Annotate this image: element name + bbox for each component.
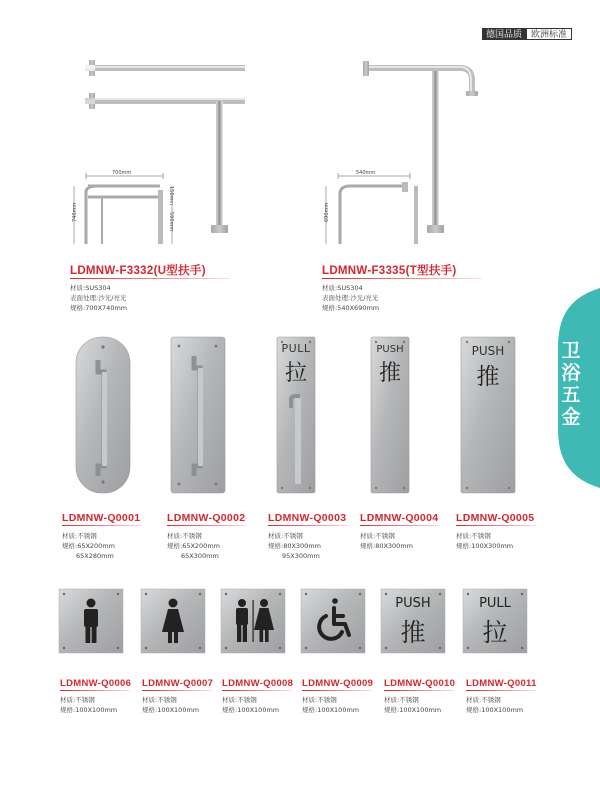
- spec-size: 规格:700X740mm: [70, 304, 128, 312]
- product-code-q0003: LDMNW-Q0003: [268, 512, 347, 524]
- spec-q0002: [167, 531, 220, 561]
- spec-material: 材质:不锈钢: [466, 696, 501, 704]
- spec-q0011: [466, 695, 523, 715]
- code-underline: [167, 525, 247, 526]
- u-dim-total: 740mm: [72, 202, 78, 222]
- spec-size: 规格:540X690mm: [322, 304, 380, 312]
- u-dim-h1: 150mm: [168, 186, 174, 206]
- t-dim-width: 540mm: [356, 170, 376, 176]
- code-underline: [142, 690, 212, 691]
- code-underline: [62, 525, 142, 526]
- product-code-q0005: LDMNW-Q0005: [456, 512, 535, 524]
- product-code-q0007: LDMNW-Q0007: [142, 678, 214, 689]
- spec-q0009: [302, 695, 359, 715]
- spec-size: 规格:80X300mm: [360, 542, 413, 550]
- spec-size: 规格:100X100mm: [142, 706, 200, 714]
- spec-material: 材质:不锈钢: [222, 696, 257, 704]
- plate-q0001-image: [75, 336, 131, 494]
- product-code-q0006: LDMNW-Q0006: [60, 678, 132, 689]
- spec-size: 规格:100X100mm: [466, 706, 524, 714]
- spec-material: 材质:不锈钢: [268, 532, 303, 540]
- code-underline: [456, 525, 536, 526]
- spec-q0010: [384, 695, 441, 715]
- spec-size: 规格:65X200mm: [167, 542, 220, 550]
- product-code-f3332: LDMNW-F3332(U型扶手): [70, 265, 206, 277]
- spec-q0008: [222, 695, 279, 715]
- spec-size-alt: 65X280mm: [76, 552, 114, 560]
- spec-size: 规格:80X300mm: [268, 542, 321, 550]
- spec-material: 材质:不锈钢: [167, 532, 202, 540]
- spec-f3335: [322, 283, 379, 313]
- spec-material: 材质:不锈钢: [384, 696, 419, 704]
- spec-finish: 表面处理:沙光/亮光: [322, 294, 379, 302]
- code-underline: [466, 690, 536, 691]
- spec-size: 规格:100X100mm: [222, 706, 280, 714]
- plate-q0004-cn: 推: [378, 361, 401, 386]
- sign-q0011-cn: 拉: [482, 618, 508, 647]
- spec-q0006: [60, 695, 117, 715]
- code-underline: [322, 278, 482, 279]
- spec-size: 规格:100X300mm: [456, 542, 514, 550]
- u-handrail-dimension-drawing: [68, 172, 183, 247]
- t-handrail-dimension-drawing: [320, 172, 430, 247]
- sign-q0008-image: [220, 588, 286, 654]
- code-underline: [268, 525, 348, 526]
- spec-q0001: [62, 531, 115, 561]
- sign-q0011-en: PULL: [479, 596, 511, 611]
- product-code-q0002: LDMNW-Q0002: [167, 512, 246, 524]
- spec-q0005: [456, 531, 513, 551]
- spec-material: 材质:不锈钢: [60, 696, 95, 704]
- plate-q0003-en: PULL: [281, 342, 311, 355]
- code-underline: [384, 690, 454, 691]
- sign-q0006-image: [58, 588, 124, 654]
- spec-q0007: [142, 695, 199, 715]
- product-code-q0010: LDMNW-Q0010: [384, 678, 456, 689]
- product-code-q0011: LDMNW-Q0011: [466, 678, 537, 689]
- badge-left: 德国品质: [482, 28, 526, 40]
- spec-size: 规格:100X100mm: [384, 706, 442, 714]
- spec-material: 材质:不锈钢: [142, 696, 177, 704]
- product-code-q0001: LDMNW-Q0001: [62, 512, 141, 524]
- plate-q0003-cn: 拉: [284, 361, 307, 386]
- spec-material: 材质:SUS304: [70, 284, 111, 292]
- spec-material: 材质:SUS304: [322, 284, 363, 292]
- plate-q0002-image: [170, 336, 226, 494]
- sign-q0007-image: [140, 588, 206, 654]
- spec-size: 规格:100X100mm: [60, 706, 118, 714]
- spec-q0004: [360, 531, 413, 551]
- plate-q0004-en: PUSH: [376, 344, 404, 355]
- quality-badge: [482, 28, 572, 40]
- code-underline: [360, 525, 440, 526]
- spec-material: 材质:不锈钢: [302, 696, 337, 704]
- code-underline: [302, 690, 372, 691]
- sign-q0009-image: [300, 588, 366, 654]
- spec-f3332: [70, 283, 127, 313]
- spec-size: 规格:100X100mm: [302, 706, 360, 714]
- code-underline: [222, 690, 292, 691]
- spec-size-alt: 95X300mm: [282, 552, 320, 560]
- code-underline: [60, 690, 130, 691]
- product-code-f3335: LDMNW-F3335(T型扶手): [322, 265, 457, 277]
- u-dim-h2: 590mm: [168, 212, 174, 232]
- sign-q0010-en: PUSH: [395, 596, 431, 611]
- code-underline: [70, 278, 230, 279]
- t-dim-total: 690mm: [324, 202, 330, 222]
- spec-finish: 表面处理:沙光/亮光: [70, 294, 127, 302]
- badge-right: 欧洲标准: [526, 28, 572, 40]
- product-code-q0008: LDMNW-Q0008: [222, 678, 294, 689]
- spec-size: 规格:65X200mm: [62, 542, 115, 550]
- spec-material: 材质:不锈钢: [456, 532, 491, 540]
- spec-q0003: [268, 531, 321, 561]
- u-dim-width: 700mm: [112, 170, 132, 176]
- spec-material: 材质:不锈钢: [62, 532, 97, 540]
- spec-material: 材质:不锈钢: [360, 532, 395, 540]
- spec-size-alt: 65X300mm: [181, 552, 219, 560]
- plate-q0005-cn: 推: [476, 364, 500, 390]
- product-code-q0009: LDMNW-Q0009: [302, 678, 374, 689]
- side-tab-label: 卫浴五金: [561, 340, 581, 428]
- sign-q0010-cn: 推: [400, 618, 426, 647]
- plate-q0005-en: PUSH: [471, 344, 505, 358]
- product-code-q0004: LDMNW-Q0004: [360, 512, 439, 524]
